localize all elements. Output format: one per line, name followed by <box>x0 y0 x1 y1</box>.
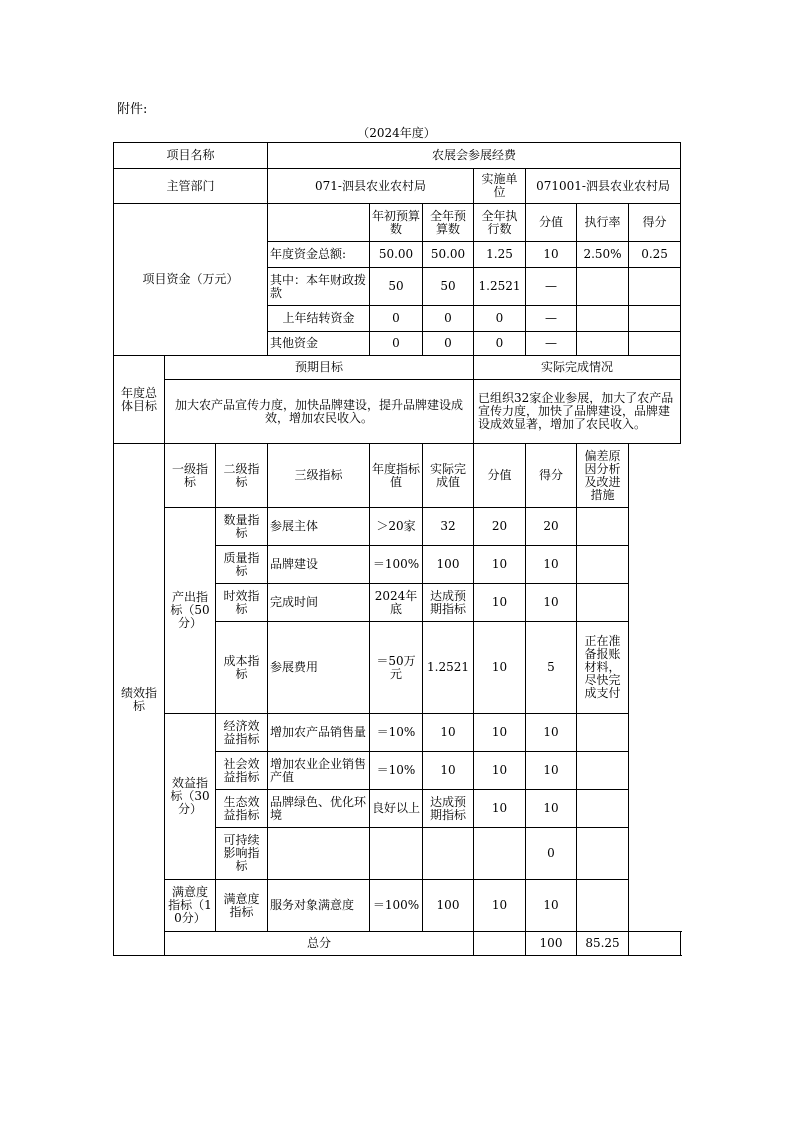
perf-group-label: 产出指标（50分） <box>165 508 216 714</box>
unit-label: 实施单位 <box>474 169 526 204</box>
perf-note <box>577 546 629 584</box>
dept-value: 071-泗县农业农村局 <box>268 169 474 204</box>
perf-header: 偏差原因分析及改进措施 <box>577 444 629 508</box>
perf-target: ＝100% <box>370 546 423 584</box>
perf-l3: 品牌建设 <box>268 546 370 584</box>
perf-actual: 100 <box>423 880 474 932</box>
perf-target: 良好以上 <box>370 790 423 828</box>
performance-table <box>113 142 681 956</box>
perf-l2: 可持续影响指标 <box>216 828 268 880</box>
perf-actual: 32 <box>423 508 474 546</box>
funds-cell: — <box>526 268 577 306</box>
perf-actual: 100 <box>423 546 474 584</box>
funds-row-label: 上年结转资金 <box>268 306 370 332</box>
funds-cell: 50 <box>370 268 423 306</box>
funds-row-label: 其他资金 <box>268 332 370 356</box>
perf-target: ＝10% <box>370 752 423 790</box>
perf-score: 10 <box>526 880 577 932</box>
funds-cell: 0 <box>474 332 526 356</box>
funds-cell: 1.2521 <box>474 268 526 306</box>
year-label: （2024年度） <box>357 126 436 140</box>
perf-score: 10 <box>526 546 577 584</box>
total-value: 100 <box>526 932 577 956</box>
perf-header: 二级指标 <box>216 444 268 508</box>
perf-score: 5 <box>526 622 577 714</box>
perf-l2: 成本指标 <box>216 622 268 714</box>
perf-header: 得分 <box>526 444 577 508</box>
funds-cell: 50.00 <box>370 242 423 268</box>
goals-expected-label: 预期目标 <box>165 356 474 380</box>
project-name: 农展会参展经费 <box>268 143 681 169</box>
funds-cell: 50.00 <box>423 242 474 268</box>
funds-cell: 0.25 <box>629 242 681 268</box>
perf-actual <box>423 828 474 880</box>
perf-l2: 社会效益指标 <box>216 752 268 790</box>
perf-l2: 数量指标 <box>216 508 268 546</box>
perf-l3: 增加农产品销售量 <box>268 714 370 752</box>
perf-header: 实际完成值 <box>423 444 474 508</box>
funds-cell: 10 <box>526 242 577 268</box>
goals-expected: 加大农产品宣传力度，加快品牌建设，提升品牌建设成效，增加农民收入。 <box>165 380 474 444</box>
perf-header: 一级指标 <box>165 444 216 508</box>
perf-value: 10 <box>474 880 526 932</box>
funds-cell: — <box>526 306 577 332</box>
total-empty <box>474 932 526 956</box>
perf-label: 绩效指标 <box>114 444 165 956</box>
funds-cell: 0 <box>370 306 423 332</box>
funds-cell: 2.50% <box>577 242 629 268</box>
funds-cell <box>577 268 629 306</box>
perf-l3: 参展费用 <box>268 622 370 714</box>
funds-cell: 1.25 <box>474 242 526 268</box>
funds-cell: 0 <box>370 332 423 356</box>
perf-target: ＞20家 <box>370 508 423 546</box>
perf-l2: 经济效益指标 <box>216 714 268 752</box>
funds-header-executed: 全年执行数 <box>474 204 526 242</box>
perf-target: ＝50万元 <box>370 622 423 714</box>
funds-cell: 50 <box>423 268 474 306</box>
perf-l2: 生态效益指标 <box>216 790 268 828</box>
perf-group-label: 效益指标（30分） <box>165 714 216 880</box>
perf-target: ＝100% <box>370 880 423 932</box>
perf-note <box>577 508 629 546</box>
perf-note <box>577 880 629 932</box>
funds-row-label: 年度资金总额: <box>268 242 370 268</box>
funds-header-initial: 年初预算数 <box>370 204 423 242</box>
perf-header: 三级指标 <box>268 444 370 508</box>
dept-label: 主管部门 <box>114 169 268 204</box>
funds-empty-header <box>268 204 370 242</box>
perf-value: 10 <box>474 584 526 622</box>
perf-l3: 增加农业企业销售产值 <box>268 752 370 790</box>
funds-cell: 0 <box>474 306 526 332</box>
perf-value <box>474 828 526 880</box>
funds-header-value: 分值 <box>526 204 577 242</box>
perf-l3: 参展主体 <box>268 508 370 546</box>
perf-actual: 达成预期指标 <box>423 584 474 622</box>
goals-label: 年度总体目标 <box>114 356 165 444</box>
perf-score: 0 <box>526 828 577 880</box>
perf-value: 20 <box>474 508 526 546</box>
funds-cell <box>577 332 629 356</box>
perf-note <box>577 828 629 880</box>
perf-l2: 质量指标 <box>216 546 268 584</box>
funds-cell: 0 <box>423 306 474 332</box>
funds-cell <box>629 268 681 306</box>
perf-actual: 10 <box>423 714 474 752</box>
funds-cell: — <box>526 332 577 356</box>
funds-cell: 0 <box>423 332 474 356</box>
perf-header: 年度指标值 <box>370 444 423 508</box>
perf-note <box>577 790 629 828</box>
project-name-label: 项目名称 <box>114 143 268 169</box>
perf-score: 20 <box>526 508 577 546</box>
perf-score: 10 <box>526 714 577 752</box>
total-note <box>629 932 681 956</box>
perf-score: 10 <box>526 584 577 622</box>
perf-actual: 1.2521 <box>423 622 474 714</box>
perf-value: 10 <box>474 622 526 714</box>
perf-score: 10 <box>526 752 577 790</box>
perf-value: 10 <box>474 546 526 584</box>
goals-actual: 已组织32家企业参展，加大了农产品宣传力度，加快了品牌建设，品牌建设成效显著，增加了农民收入。 <box>474 380 681 444</box>
perf-score: 10 <box>526 790 577 828</box>
perf-l3 <box>268 828 370 880</box>
perf-note <box>577 584 629 622</box>
perf-l2: 满意度指标 <box>216 880 268 932</box>
perf-actual: 达成预期指标 <box>423 790 474 828</box>
perf-value: 10 <box>474 714 526 752</box>
total-label: 总分 <box>165 932 474 956</box>
funds-row-label: 其中：本年财政拨款 <box>268 268 370 306</box>
perf-actual: 10 <box>423 752 474 790</box>
perf-l3: 服务对象满意度 <box>268 880 370 932</box>
perf-note: 正在准备报账材料，尽快完成支付 <box>577 622 629 714</box>
funds-header-score: 得分 <box>629 204 681 242</box>
funds-label: 项目资金（万元） <box>114 204 268 356</box>
perf-group-label: 满意度指标（10分） <box>165 880 216 932</box>
perf-value: 10 <box>474 752 526 790</box>
perf-l3: 品牌绿色、优化环境 <box>268 790 370 828</box>
unit-value: 071001-泗县农业农村局 <box>526 169 681 204</box>
perf-target <box>370 828 423 880</box>
funds-header-rate: 执行率 <box>577 204 629 242</box>
perf-target: 2024年底 <box>370 584 423 622</box>
funds-cell <box>629 332 681 356</box>
attachment-label: 附件: <box>117 102 148 117</box>
perf-header: 分值 <box>474 444 526 508</box>
funds-header-annual: 全年预算数 <box>423 204 474 242</box>
funds-cell <box>577 306 629 332</box>
perf-value: 10 <box>474 790 526 828</box>
funds-cell <box>629 306 681 332</box>
perf-target: ＝10% <box>370 714 423 752</box>
total-score: 85.25 <box>577 932 629 956</box>
goals-actual-label: 实际完成情况 <box>474 356 681 380</box>
perf-l2: 时效指标 <box>216 584 268 622</box>
perf-note <box>577 714 629 752</box>
perf-note <box>577 752 629 790</box>
perf-l3: 完成时间 <box>268 584 370 622</box>
